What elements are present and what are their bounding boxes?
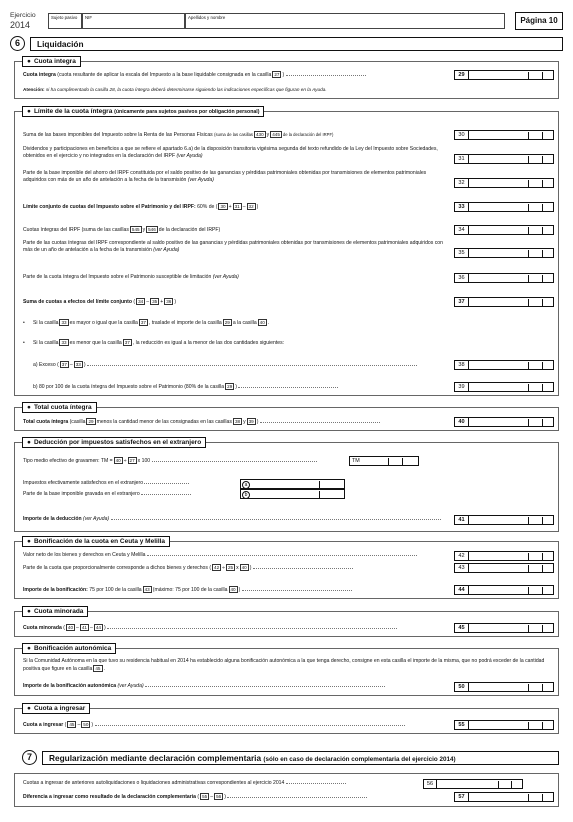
box-50-number: 50 [454,682,469,692]
box-41-field[interactable] [469,515,554,525]
apellidos-field[interactable] [185,13,505,29]
line-42 [23,552,451,559]
box-36-number: 36 [454,273,469,283]
paren: ) [235,384,237,390]
dot-leader [260,419,380,423]
minorada-title: Cuota minorada [33,608,84,615]
bullet-icon: ● [27,108,31,115]
line-37-label: Suma de cuotas a efectos del límite conjunto [23,299,132,305]
op: + [160,299,164,305]
paren: ) [256,419,259,425]
line-39 [33,383,461,391]
bullet-icon: ● [27,538,31,545]
atencion-label: Atención: [23,87,45,92]
paren: ( [197,794,200,800]
cuota-integra-box [14,58,559,99]
cond-text: . [267,320,270,326]
cuota-integra-tab [22,56,81,67]
box-38-field[interactable] [469,360,554,370]
total-title: Total cuota íntegra [33,404,92,411]
ref-41: 41 [81,625,87,630]
box-55-field[interactable] [469,720,554,730]
deduccion-tab [22,437,206,448]
autonomica-box [14,645,559,696]
period: . [103,665,105,672]
line-56 [23,780,423,787]
ayuda-link[interactable]: (ver Ayuda) [176,152,203,159]
bullet-icon: ● [27,58,31,65]
line-30-sub: (suma de las casillas [214,132,253,137]
box-37-field[interactable] [469,297,554,307]
line-35-text: Parte de las cuotas íntegras del IRPF correspondiente al saldo positivo de las ganancias y pérdidas patrimoniales obtenidas por transmisiones de elementos patrimoniales adquiridos con más de un año de antelación a la fecha de la transmisión [23,240,443,253]
ref-38: 38 [234,419,241,424]
line-30 [23,131,451,139]
autonomica-tab [22,643,116,654]
line-50 [23,683,451,690]
section-7-header [22,750,559,765]
line-29 [23,71,451,79]
dot-leader [144,480,189,484]
section-7-title-box [42,751,559,765]
line-36-text: Parte de la cuota íntegra del Impuesto sobre el Patrimonio susceptible de limitación [23,274,212,280]
ref-29: 29 [88,419,94,424]
section-6-number: 6 [10,36,25,51]
box-32-number: 32 [454,178,469,188]
line-b [23,491,238,498]
cond-text: es mayor o igual que la casilla [69,320,138,326]
ref-33: 33 [61,320,67,325]
ref-37: 37 [140,320,146,325]
line-35 [23,240,451,253]
ref-30: 30 [220,204,226,209]
op: – [146,299,150,305]
box-44-number: 44 [454,585,469,595]
box-40-field[interactable] [469,417,554,427]
dot-leader [141,491,191,495]
line-55-label: Cuota a ingresar [23,722,64,728]
cond-text: , la reducción es igual a la menor de las dos cantidades siguientes: [132,340,285,346]
deduccion-box [14,439,559,532]
box-35-number: 35 [454,248,469,258]
section-6-title: Liquidación [30,37,563,51]
op: x [236,565,239,571]
line-30-sub2: de la declaración del IRPF) [282,132,334,137]
dot-leader [242,587,352,591]
paren: ) [91,722,94,728]
ref-45: 45 [95,665,101,671]
ejercicio [10,12,44,30]
line-40-text: (casilla [69,419,86,425]
cond-text: , traslade el importe de la casilla [148,320,222,326]
section-7-number: 7 [22,750,37,765]
line-32 [23,170,451,183]
box-43-field[interactable] [469,563,554,573]
ayuda-link[interactable]: (ver Ayuda) [117,683,144,689]
total-box [14,404,559,431]
line-38 [33,361,461,369]
condition-1 [23,319,451,327]
deduccion-title: Deducción por impuestos satisfechos en el extranjero [33,439,202,446]
box-40-number: 40 [454,417,469,427]
total-tab [22,402,97,413]
line-34 [23,226,451,234]
ref-40: 40 [115,458,121,463]
ref-44: 44 [95,625,101,630]
tm-text2: x 100 [137,458,151,464]
page-header [10,12,563,34]
ayuda-link[interactable]: (ver Ayuda) [212,274,239,280]
op: – [210,794,214,800]
paren: ) [224,794,226,800]
box-33-field[interactable] [469,202,554,212]
line-45-label: Cuota minorada [23,625,62,631]
cond-text: Si la casilla [33,320,59,326]
line-b-text: Parte de la base imponible gravada en el extranjero [23,491,140,497]
limite-box [14,108,559,396]
box-43-number: 43 [454,563,469,573]
section-6-header [10,36,563,51]
paren: ) [238,587,241,593]
paren: ( [63,625,65,631]
box-44-field[interactable] [469,585,554,595]
minorada-box [14,608,559,637]
box-35-field[interactable] [469,248,554,258]
cond-text: Si la casilla [33,340,59,346]
line-41-label: Importe de la deducción [23,516,82,522]
box-34-field[interactable] [469,225,554,235]
line-40-text2: menos la cantidad menor de las consignadas en las casillas [96,419,232,425]
line-40-label: Total cuota íntegra [23,419,69,425]
ejercicio-year: 2014 [10,19,31,30]
ejercicio-label: Ejercicio [10,12,36,19]
bullet-icon: ● [27,439,31,446]
dot-leader [227,794,367,798]
ref-29: 29 [224,320,230,325]
op: – [90,625,93,631]
circle-b: b [242,491,250,499]
line-50-label: Importe de la bonificación autonómica [23,683,117,689]
paren: ( [64,722,67,728]
box-55-number: 55 [454,720,469,730]
box-39-number: 39 [454,382,469,392]
line-34-text: Cuotas íntegras del IRPF (suma de las casillas [23,227,129,233]
ayuda-link[interactable]: (ver Ayuda) [153,246,180,253]
cond-text: a la casilla [232,320,257,326]
box-56-field[interactable] [423,779,523,789]
line-41 [23,516,451,523]
box-57-number: 57 [454,792,469,802]
tm-text: Tipo medio efectivo de gravamen: TM = [23,458,113,464]
line-57-label: Diferencia a ingresar como resultado de la declaración complementaria [23,794,196,800]
box-45-number: 45 [454,623,469,633]
cond-text: es menor que la casilla [69,340,122,346]
tm-field[interactable] [349,456,419,466]
box-30-number: 30 [454,130,469,140]
line-44-text2: (máximo: 75 por 100 de la casilla [152,587,228,593]
dot-leader [286,780,346,784]
box-31-number: 31 [454,154,469,164]
sujeto-pasivo-label: Sujeto pasivo [48,13,82,29]
bonificacion-tab [22,536,170,547]
line-a-text: Impuestos efectivamente satisfechos en el extranjero [23,480,144,486]
conj: y [266,132,270,138]
line-30-text: Suma de las bases imponibles del Impuesto sobre la Renta de las Personas Físicas [23,132,213,138]
box-37-number: 37 [454,297,469,307]
dot-leader [95,722,405,726]
line-42-text: Valor neto de los bienes y derechos en Ceuta y Melilla [23,552,146,558]
line-32-text: Parte de la base imponible del ahorro del IRPF constituida por el saldo positivo de las ganancias y pérdidas patrimoniales obtenidas por transmisiones de elementos patrimoniales adquiridos con más de un año de antelación a la fecha de la transmisión [23,170,427,183]
autonomica-desc: Si la Comunidad Autónoma en la que tuvo su residencia habitual en 2014 ha establecido alguna bonificación autonómica a la que tenga derecho, consigne en esta casilla el importe de la misma, que no podrá exceder de la cantidad positiva que figure en la casilla [23,658,545,672]
box-36-field[interactable] [469,273,554,283]
dot-leader [87,362,417,366]
atencion-note [23,87,543,93]
line-33 [23,203,451,211]
ref-29: 29 [227,384,233,389]
box-29-field[interactable] [469,70,554,80]
ref-430: 430 [256,132,264,137]
ref-42: 42 [214,565,220,570]
line-33-text: 60% de ( [197,204,218,210]
dot-leader [111,516,441,520]
ref-33: 33 [61,340,67,345]
condition-2 [23,339,451,347]
ref-34: 34 [138,299,144,304]
section-7-subtitle: (sólo en caso de declaración complementaria del ejercicio 2014) [263,755,456,763]
ref-50: 50 [83,722,89,727]
ref-40: 40 [230,587,236,592]
limite-subtitle: (únicamente para sujetos pasivos por obligación personal) [114,109,260,115]
op: – [77,722,81,728]
op: – [69,362,73,368]
box-42-field[interactable] [469,551,554,561]
line-39-text: b) 80 por 100 de la cuota íntegra del Impuesto sobre el Patrimonio (80% de la casilla [33,384,225,390]
line-43-text: Parte de la cuota que proporcionalmente corresponde a dichos bienes y derechos ( [23,565,212,571]
paren: ( [133,299,136,305]
ref-32: 32 [248,204,254,209]
limite-tab [22,106,264,117]
line-36 [23,274,451,281]
line-55 [23,721,451,729]
box-b-field[interactable] [240,489,345,499]
line-31 [23,146,451,159]
box-30-field[interactable] [469,130,554,140]
bonificacion-box [14,538,559,599]
limite-title: Límite de la cuota íntegra [33,108,113,115]
paren: ) [249,565,252,571]
bullet-icon: • [23,340,25,346]
dot-leader [253,565,353,569]
dot-leader [107,625,397,629]
line-38-text: a) Exceso ( [33,362,59,368]
ref-37: 37 [61,362,67,367]
bullet-icon: ● [27,608,31,615]
bullet-icon: • [23,320,25,326]
ayuda-link[interactable]: (ver Ayuda) [83,516,110,522]
ref-39: 39 [248,419,254,424]
ref-56: 56 [216,794,222,799]
op: – [242,204,246,210]
dot-leader [152,458,317,462]
box-32-field[interactable] [469,178,554,188]
ref-445: 445 [272,132,280,137]
op: – [76,625,79,631]
op: ÷ [222,565,225,571]
line-29-label: Cuota integra [23,72,56,78]
line-34-text2: de la declaración del IRPF) [158,227,221,233]
page-number: Página 10 [515,12,563,30]
paren: ) [256,204,259,210]
line-56-text: Cuotas a ingresar de anteriores autoliquidaciones o liquidaciones administrativas correspondientes al ejercicio 2014 [23,780,285,786]
bullet-icon: ● [27,645,31,652]
dot-leader [145,683,385,687]
line-a [23,480,238,487]
line-40 [23,418,451,426]
minorada-tab [22,606,88,617]
ref-40: 40 [241,565,247,570]
tm-label: TM [352,458,360,464]
ayuda-link[interactable]: (ver Ayuda) [187,176,214,183]
regularizacion-box [14,773,559,807]
autonomica-text [23,658,553,672]
line-33-label: Límite conjunto de cuotas del Impuesto sobre el Patrimonio y del IRPF: [23,204,196,210]
ingresar-box [14,705,559,734]
line-29-text: (cuota resultante de aplicar la escala del Impuesto a la base liquidable consignada en la casilla [57,72,272,78]
conj: y [142,227,146,233]
conj: y [243,419,246,425]
box-42-number: 42 [454,551,469,561]
box-56-number: 56 [424,780,437,789]
box-45-field[interactable] [469,623,554,633]
nif-label: NIF [85,15,93,20]
paren: ) [103,625,106,631]
ref-33: 33 [75,362,81,367]
line-44 [23,586,451,594]
box-29-number: 29 [454,70,469,80]
ref-40: 40 [259,320,265,325]
line-57 [23,793,451,801]
section-7-title: Regularización mediante declaración complementaria [49,752,262,763]
ref-37: 37 [124,340,130,345]
box-38-number: 38 [454,360,469,370]
box-31-field[interactable] [469,154,554,164]
line-31-text: Dividendos y participaciones en beneficios a que se refiere el apartado 6.a) de la disposición transitoria vigésima segunda del texto refundido de la Ley del Impuesto sobre Sociedades, obtenidos en el ejercicio y no integrados en la declaración del IRPF [23,146,438,159]
ref-45: 45 [69,722,75,727]
ref-40: 40 [67,625,74,630]
bullet-icon: ● [27,404,31,411]
nif-field[interactable] [82,13,185,29]
line-43 [23,564,451,572]
ref-545: 545 [131,227,140,232]
atencion-text: si ha cumplimentado la casilla 28, la cuota íntegra deberá determinarse siguiendo las indicaciones específicas que figuran en la Ayuda. [45,87,327,92]
dot-leader [238,384,338,388]
cuota-integra-title: Cuota integra [33,58,76,65]
dot-leader [147,552,417,556]
op: + [228,204,232,210]
autonomica-title: Bonificación autonómica [33,645,112,652]
box-a-field[interactable] [240,479,345,489]
ref-25: 25 [227,565,234,570]
ref-35: 35 [152,299,158,304]
paren: ) [83,362,86,368]
line-37 [23,298,451,306]
ref-27: 27 [274,72,280,77]
bonificacion-title: Bonificación de la cuota en Ceuta y Melilla [33,538,166,545]
apellidos-label: Apellidos y nombre [188,15,226,20]
ref-546: 546 [148,227,156,232]
paren: ) [174,299,177,305]
ref-31: 31 [234,204,240,209]
ingresar-title: Cuota a ingresar [33,705,86,712]
line-44-label: Importe de la bonificación: [23,587,88,593]
box-41-number: 41 [454,515,469,525]
line-45 [23,624,451,632]
ref-36: 36 [166,299,172,304]
dot-leader [286,72,366,76]
paren: ) [282,72,285,78]
ingresar-tab [22,703,90,714]
op: ÷ [123,458,127,464]
line-44-text: 75 por 100 de la casilla [89,587,142,593]
circle-a: a [242,481,250,489]
ref-43: 43 [144,587,150,592]
box-57-field[interactable] [469,792,554,802]
box-34-number: 34 [454,225,469,235]
ref-55: 55 [202,794,208,799]
bullet-icon: ● [27,705,31,712]
box-33-number: 33 [454,202,469,212]
box-50-field[interactable] [469,682,554,692]
ref-27: 27 [129,458,135,463]
box-39-field[interactable] [469,382,554,392]
